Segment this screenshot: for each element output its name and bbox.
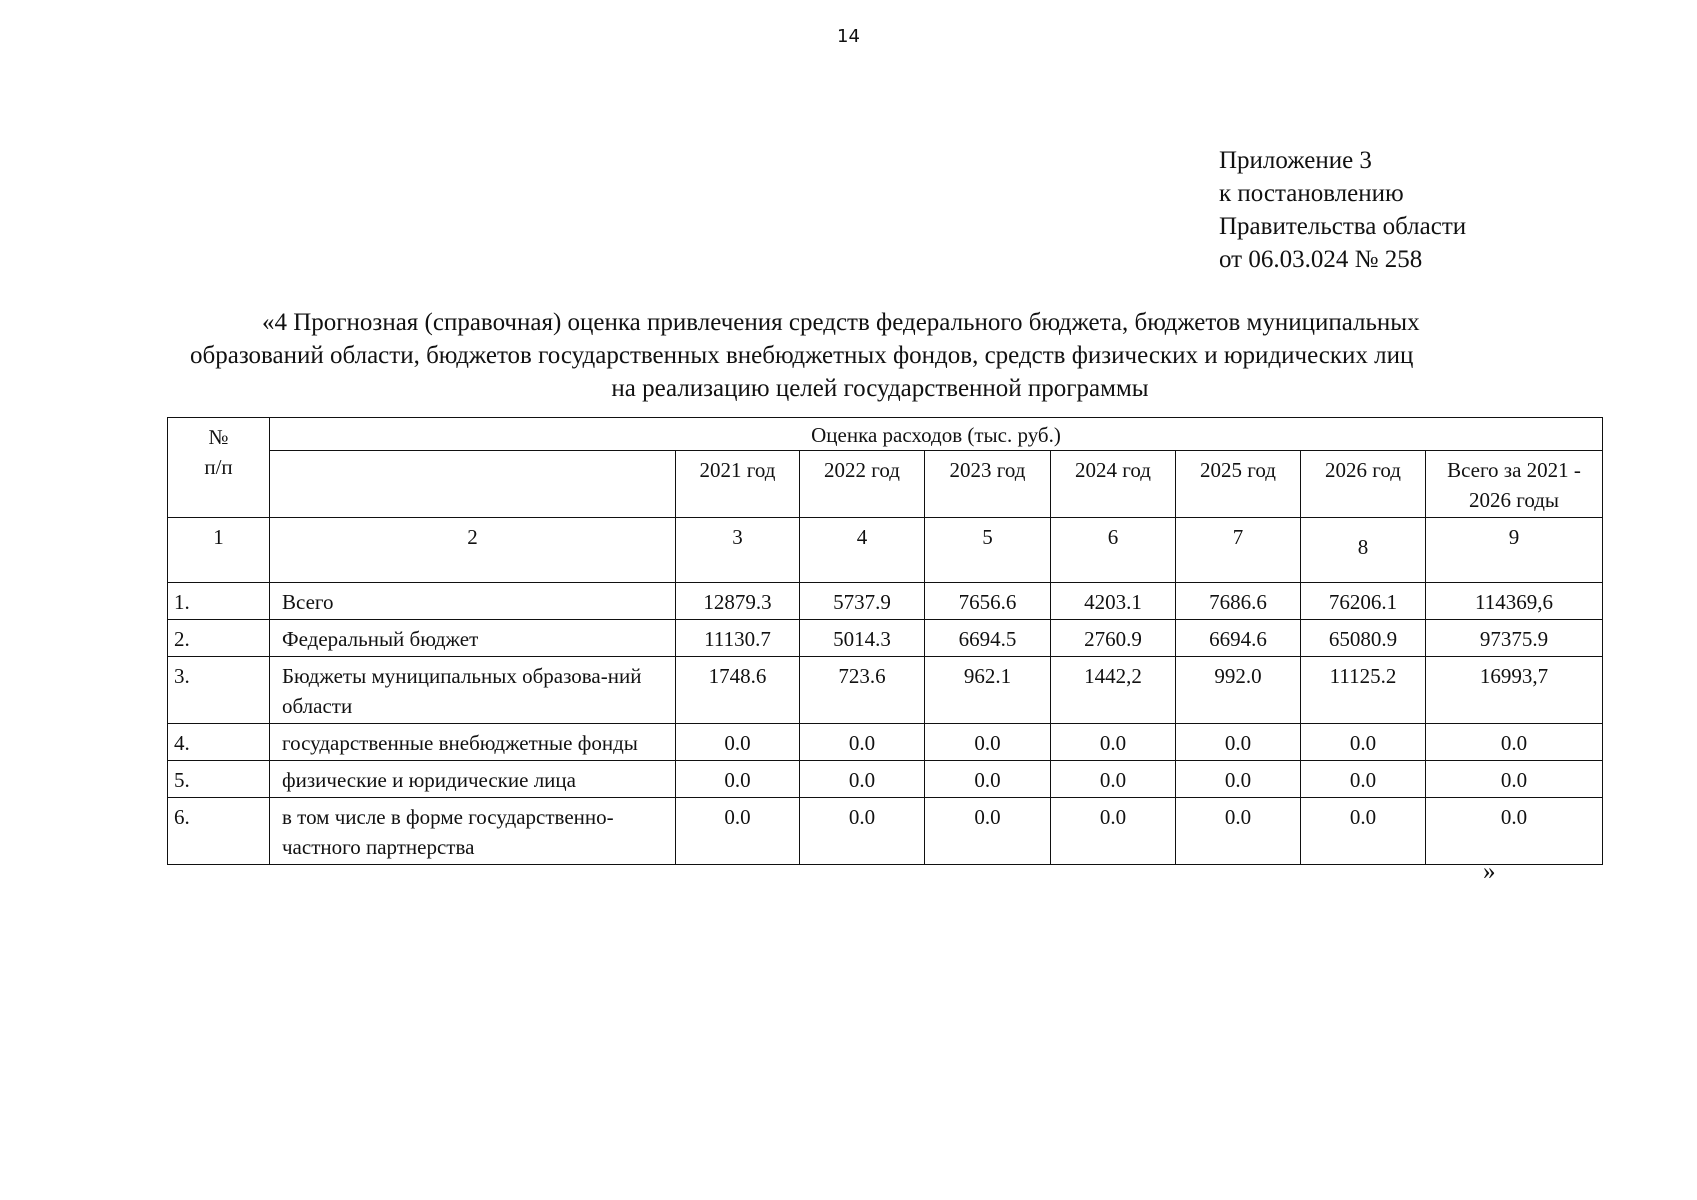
column-number-cell: 9 (1426, 518, 1603, 583)
year-header-cell: 2025 год (1176, 451, 1301, 518)
budget-table (167, 417, 1603, 865)
header-row (168, 418, 1603, 451)
title-line: на реализацию целей государственной программы (611, 375, 1149, 402)
row-value-cell: 0.0 (800, 761, 925, 798)
row-value-cell: 992.0 (1176, 657, 1301, 724)
row-total-cell: 16993,7 (1426, 657, 1603, 724)
column-number-cell: 1 (168, 518, 270, 583)
row-name-cell: Всего (270, 583, 676, 620)
row-value-cell: 7656.6 (925, 583, 1051, 620)
column-number-cell: 8 (1301, 518, 1426, 583)
row-value-cell: 723.6 (800, 657, 925, 724)
row-value-cell: 11125.2 (1301, 657, 1426, 724)
table-row (168, 583, 1603, 620)
row-value-cell: 7686.6 (1176, 583, 1301, 620)
row-value-cell: 0.0 (1051, 761, 1176, 798)
row-value-cell: 962.1 (925, 657, 1051, 724)
row-total-cell: 97375.9 (1426, 620, 1603, 657)
row-value-cell: 1442,2 (1051, 657, 1176, 724)
row-value-cell: 0.0 (925, 761, 1051, 798)
title-line: образований области, бюджетов государственных внебюджетных фондов, средств физических и юридических лиц (190, 342, 1414, 369)
row-number-cell: 5. (168, 761, 270, 798)
table-row (168, 620, 1603, 657)
row-value-cell: 1748.6 (676, 657, 800, 724)
header-group-cell: Оценка расходов (тыс. руб.) (270, 418, 1603, 451)
row-number-cell: 2. (168, 620, 270, 657)
year-header-cell: 2023 год (925, 451, 1051, 518)
page-number: 14 (837, 26, 860, 47)
row-value-cell: 0.0 (1051, 798, 1176, 865)
row-number-cell: 3. (168, 657, 270, 724)
row-value-cell: 5737.9 (800, 583, 925, 620)
row-value-cell: 0.0 (925, 724, 1051, 761)
row-number-cell: 1. (168, 583, 270, 620)
appendix-line: Правительства области (1219, 213, 1467, 240)
row-number-cell: 6. (168, 798, 270, 865)
column-numbers-row (168, 518, 1603, 583)
row-total-cell: 0.0 (1426, 724, 1603, 761)
row-value-cell: 0.0 (676, 724, 800, 761)
row-value-cell: 6694.5 (925, 620, 1051, 657)
row-number-cell: 4. (168, 724, 270, 761)
row-total-cell: 0.0 (1426, 761, 1603, 798)
column-number-cell: 7 (1176, 518, 1301, 583)
row-value-cell: 12879.3 (676, 583, 800, 620)
title-line: «4 Прогнозная (справочная) оценка привлечения средств федерального бюджета, бюджетов муниципальных (262, 309, 1420, 336)
row-name-cell: Федеральный бюджет (270, 620, 676, 657)
table-row (168, 761, 1603, 798)
document-title (180, 306, 1580, 405)
total-header-cell: Всего за 2021 - 2026 годы (1426, 451, 1603, 518)
table-row (168, 724, 1603, 761)
row-value-cell: 0.0 (1176, 761, 1301, 798)
header-empty-cell (270, 451, 676, 518)
row-name-cell: физические и юридические лица (270, 761, 676, 798)
appendix-block (1219, 144, 1466, 276)
column-number-cell: 4 (800, 518, 925, 583)
row-value-cell: 0.0 (676, 798, 800, 865)
row-value-cell: 11130.7 (676, 620, 800, 657)
row-value-cell: 65080.9 (1301, 620, 1426, 657)
row-value-cell: 2760.9 (1051, 620, 1176, 657)
row-value-cell: 0.0 (1051, 724, 1176, 761)
table-row (168, 798, 1603, 865)
row-value-cell: 0.0 (1176, 724, 1301, 761)
year-header-cell: 2026 год (1301, 451, 1426, 518)
row-value-cell: 0.0 (676, 761, 800, 798)
row-value-cell: 4203.1 (1051, 583, 1176, 620)
row-value-cell: 0.0 (800, 724, 925, 761)
year-header-cell: 2022 год (800, 451, 925, 518)
row-value-cell: 0.0 (1301, 798, 1426, 865)
row-value-cell: 76206.1 (1301, 583, 1426, 620)
row-value-cell: 0.0 (1301, 724, 1426, 761)
row-value-cell: 0.0 (1176, 798, 1301, 865)
row-name-cell: Бюджеты муниципальных образова-ний области (270, 657, 676, 724)
table-row (168, 657, 1603, 724)
appendix-line: от 06.03.024 № 258 (1219, 246, 1423, 273)
row-value-cell: 5014.3 (800, 620, 925, 657)
column-number-cell: 6 (1051, 518, 1176, 583)
row-value-cell: 6694.6 (1176, 620, 1301, 657)
column-number-cell: 2 (270, 518, 676, 583)
row-value-cell: 0.0 (925, 798, 1051, 865)
header-no-cell: № п/п (168, 418, 270, 518)
column-number-cell: 3 (676, 518, 800, 583)
row-name-cell: государственные внебюджетные фонды (270, 724, 676, 761)
row-value-cell: 0.0 (800, 798, 925, 865)
header-years-row (168, 451, 1603, 518)
year-header-cell: 2024 год (1051, 451, 1176, 518)
row-name-cell: в том числе в форме государственно-частного партнерства (270, 798, 676, 865)
appendix-line: к постановлению (1219, 180, 1404, 207)
appendix-line: Приложение 3 (1219, 147, 1372, 174)
row-total-cell: 0.0 (1426, 798, 1603, 865)
year-header-cell: 2021 год (676, 451, 800, 518)
closing-quote: » (1483, 858, 1496, 885)
column-number-cell: 5 (925, 518, 1051, 583)
row-total-cell: 114369,6 (1426, 583, 1603, 620)
row-value-cell: 0.0 (1301, 761, 1426, 798)
